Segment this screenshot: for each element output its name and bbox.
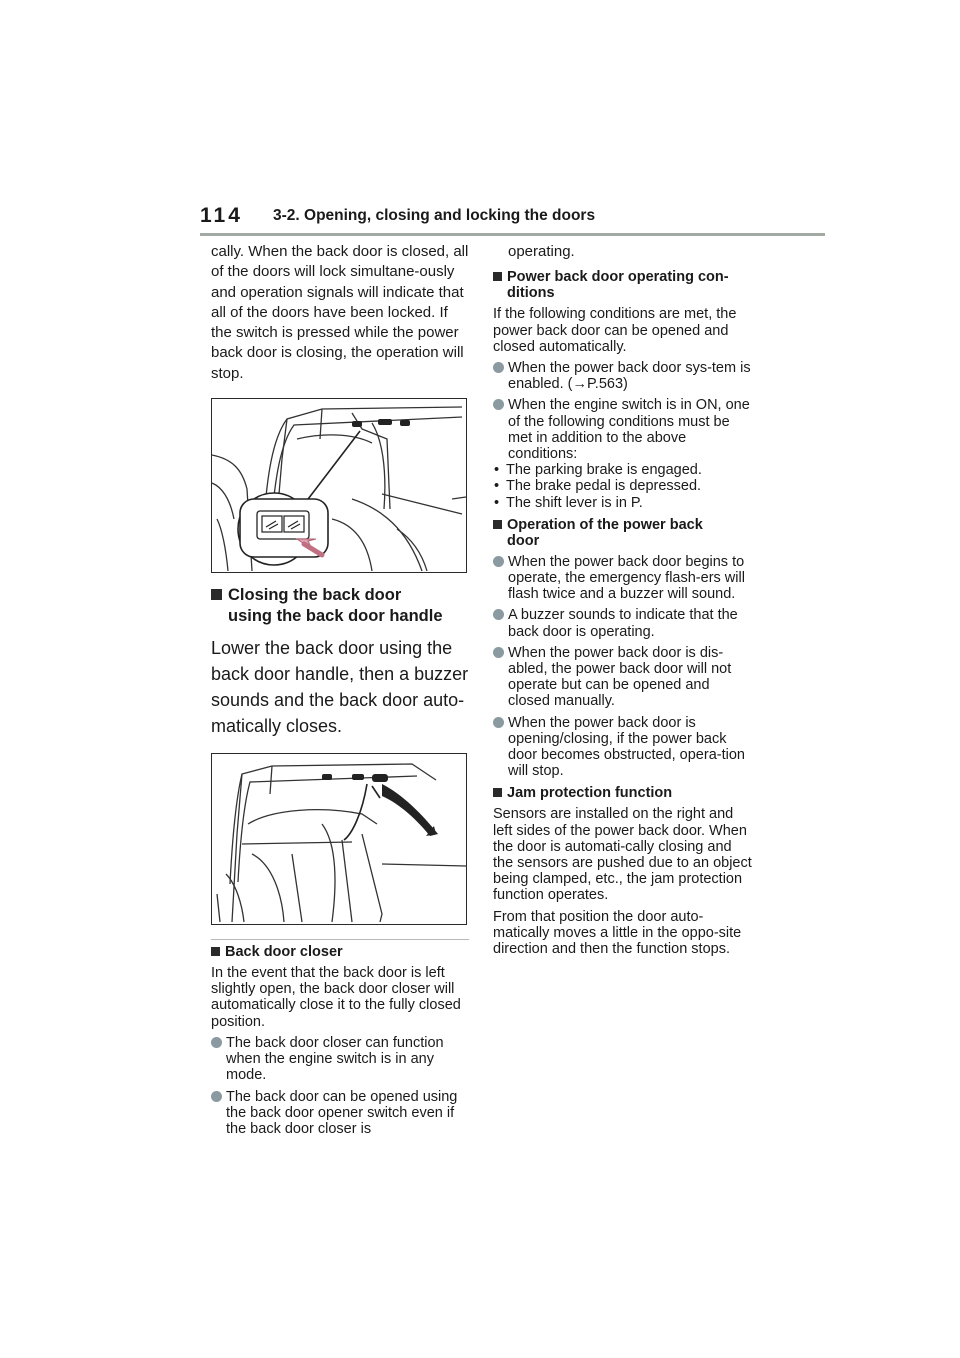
section-square-icon [493,788,502,797]
bullet-dot-icon [493,399,504,410]
condition-item: • The brake pedal is depressed. [493,478,755,494]
closer-bullet: The back door can be opened using the back door opener switch even if the back door closer is [211,1089,469,1138]
intro-paragraph: cally. When the back door is closed, all of the doors will lock simultane-ously and operation signals will indicate that all of the doors have been locked. If the switch is pressed while the power back door is closing, the operation will stop. [211,243,469,382]
bullet-dot-icon [211,1091,222,1102]
header-rule [200,233,825,236]
condition-item: • The parking brake is engaged. [493,462,755,478]
jam-body-1: Sensors are installed on the right and left sides of the power back door. When the door is automati-cally closing and the sensors are pushed due to an object being clamped, etc., the jam protection function operates. [493,806,752,904]
jam-body-2: From that position the door auto-matically moves a little in the oppo-site direction and then the function stops. [493,908,742,957]
bullet-dot-icon [211,1037,222,1048]
closer-body: In the event that the back door is left slightly open, the back door closer will automatically close it to the fully closed position. [211,965,461,1030]
bullet-dot-icon [493,609,504,620]
closing-heading-line-1: Closing the back door [228,586,402,605]
conditions-bullet: When the engine switch is in ON, one of the following conditions must be met in addition to the above conditions: [493,397,755,462]
page-header [200,204,825,236]
closer-heading-text: Back door closer [225,944,343,961]
bullet-dot-icon [493,556,504,567]
operation-bullet: When the power back door begins to operate, the emergency flash-ers will flash twice and a buzzer will sound. [493,554,755,603]
section-square-icon [493,272,502,281]
left-column [211,242,469,1137]
conditions-bullet: When the power back door sys-tem is enabled. (→P.563) [493,360,755,392]
operation-heading-line-2: door [507,532,540,549]
section-square-icon [211,589,222,600]
figure-back-door-switch [211,398,467,573]
back-door-handle-illustration [212,754,466,924]
jam-heading-text: Jam protection function [507,785,673,802]
right-column [493,242,755,957]
continued-text: operating. [508,243,575,260]
page-number: 114 [200,204,243,227]
conditions-heading [493,269,755,301]
operation-bullet: When the power back door is opening/closing, if the power back door becomes obstructed, opera-tion will stop. [493,715,755,780]
section-title: 3-2. Opening, closing and locking the doors [273,207,596,224]
operation-heading [493,517,755,549]
conditions-heading-line-1: Power back door operating con- [507,269,729,286]
conditions-heading-line-2: ditions [507,285,555,302]
operation-bullet: When the power back door is dis-abled, the power back door will not operate but can be opened and closed manually. [493,645,755,710]
closing-heading [211,585,469,627]
conditions-body: If the following conditions are met, the power back door can be opened and closed automatically. [493,306,737,355]
jam-heading [493,785,755,801]
closing-heading-line-2: using the back door handle [228,607,443,626]
section-square-icon [493,520,502,529]
operation-bullet: A buzzer sounds to indicate that the back door is operating. [493,607,755,639]
back-door-switch-illustration [212,399,466,572]
bullet-dot-icon [493,717,504,728]
section-square-icon [211,947,220,956]
condition-item: • The shift lever is in P. [493,495,755,511]
closing-body: Lower the back door using the back door handle, then a buzzer sounds and the back door auto-matically closes. [211,638,469,737]
operation-heading-line-1: Operation of the power back [507,516,703,533]
closer-heading [211,944,469,960]
closer-bullet: The back door closer can function when the engine switch is in any mode. [211,1035,469,1084]
bullet-dot-icon [493,362,504,373]
figure-back-door-handle [211,753,467,925]
bullet-dot-icon [493,647,504,658]
